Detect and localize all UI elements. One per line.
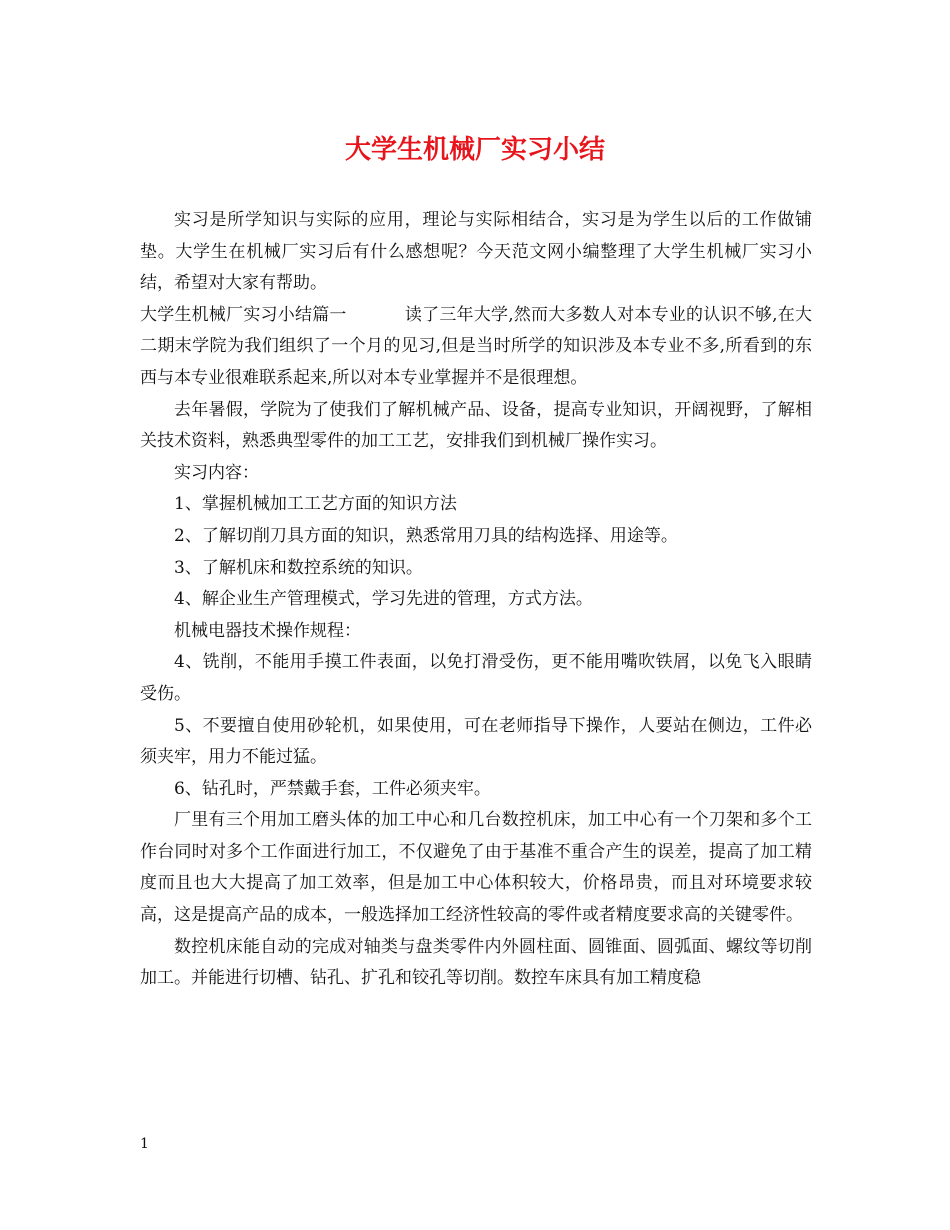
- content-item: 3、了解机床和数控系统的知识。: [174, 557, 423, 578]
- intro-paragraph: 实习是所学知识与实际的应用，理论与实际相结合，实习是为学生以后的工作做铺垫。大学生在机械厂实习后有什么感想呢？今天范文网小编整理了大学生机械厂实习小结，希望对大家有帮助。: [140, 210, 812, 294]
- section-first-paragraph: 读了三年大学,然而大多数人对本专业的认识不够,在大二期末学院为我们组织了一个月的见习,但是当时所学的知识涉及本专业不多,所看到的东西与本专业很难联系起来,所以对本专业掌握并不是很理想。: [140, 304, 812, 388]
- page-number: 1: [140, 1136, 149, 1152]
- content-item: 4、解企业生产管理模式，学习先进的管理，方式方法。: [174, 589, 593, 610]
- rules-heading: 机械电器技术操作规程：: [174, 620, 361, 641]
- section-paragraph: [140, 300, 812, 395]
- factory-paragraph: 厂里有三个用加工磨头体的加工中心和几台数控机床，加工中心有一个刀架和多个工作台同时对多个工作面进行加工，不仅避免了由于基准不重合产生的误差，提高了加工精度而且也大大提高了加工效率，但是加工中心体积较大，价格昂贵，而且对环境要求较高，这是提高产品的成本，一般选择加工经济性较高的零件或者精度要求高的关键零件。: [140, 810, 812, 926]
- content-heading: 实习内容：: [174, 462, 259, 483]
- section-label: 大学生机械厂实习小结篇一: [140, 304, 347, 325]
- content-item: 1、掌握机械加工工艺方面的知识方法: [174, 494, 457, 515]
- rules-item: 6、钻孔时，严禁戴手套，工件必须夹牢。: [174, 778, 491, 799]
- content-item: 2、了解切削刀具方面的知识，熟悉常用刀具的结构选择、用途等。: [174, 525, 678, 546]
- document-body: [140, 205, 812, 995]
- cnc-paragraph: 数控机床能自动的完成对轴类与盘类零件内外圆柱面、圆锥面、圆弧面、螺纹等切削加工。并能进行切槽、钻孔、扩孔和铰孔等切削。数控车床具有加工精度稳: [140, 936, 812, 989]
- rules-item: 4、铣削，不能用手摸工件表面，以免打滑受伤，更不能用嘴吹铁屑，以免飞入眼睛受伤。: [140, 652, 812, 704]
- document-title: 大学生机械厂实习小结: [344, 135, 605, 165]
- rules-item: 5、不要擅自使用砂轮机，如果使用，可在老师指导下操作，人要站在侧边，工件必须夹牢，用力不能过猛。: [140, 715, 812, 768]
- summer-paragraph: 去年暑假，学院为了使我们了解机械产品、设备，提高专业知识，开阔视野，了解相关技术资料，熟悉典型零件的加工工艺，安排我们到机械厂操作实习。: [140, 399, 812, 452]
